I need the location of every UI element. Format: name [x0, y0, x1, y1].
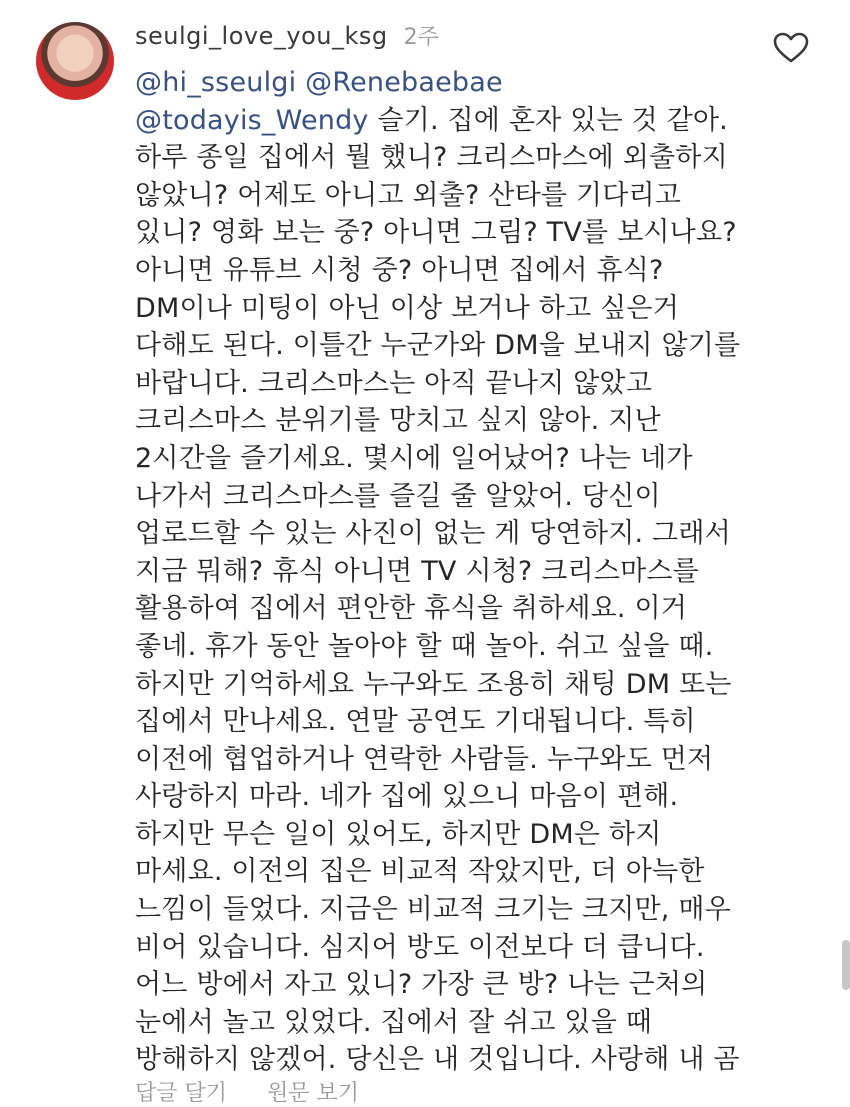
heart-outline-icon[interactable]	[773, 32, 809, 64]
comment-text-line: 하지만 기억하세요 누구와도 조용히 채팅 DM 또는	[135, 668, 732, 700]
comment-text-line: 업로드할 수 있는 사진이 없는 게 당연하지. 그래서	[135, 518, 731, 550]
comment-text-line: 하지만 무슨 일이 있어도, 하지만 DM은 하지	[135, 818, 662, 850]
comment-text-line: 이전에 협업하거나 연락한 사람들. 누구와도 먼저	[135, 743, 714, 775]
comment-lines	[135, 139, 755, 1079]
comment-text-line: 사랑하지 마라. 네가 집에 있으니 마음이 편해.	[135, 781, 679, 813]
comment-text-line: 활용하여 집에서 편안한 휴식을 취하세요. 이거	[135, 593, 688, 625]
comment-text-line: 어느 방에서 자고 있니? 가장 큰 방? 나는 근처의	[135, 969, 708, 1001]
scrollbar-thumb[interactable]	[842, 940, 850, 990]
avatar[interactable]	[36, 22, 114, 100]
mention-line	[135, 64, 755, 102]
username[interactable]: seulgi_love_you_ksg	[135, 22, 388, 50]
comment-text-line: 크리스마스 분위기를 망치고 싶지 않아. 지난	[135, 405, 661, 437]
comment-time: 2주	[403, 25, 439, 50]
comment-text-line: 느낌이 들었다. 지금은 비교적 크기는 크지만, 매우	[135, 894, 731, 926]
comment-text-line: 다해도 된다. 이틀간 누군가와 DM을 보내지 않기를	[135, 330, 741, 362]
mention-link[interactable]: @Renebaebae	[305, 67, 503, 98]
comment-text-line: 나가서 크리스마스를 즐길 줄 알았어. 당신이	[135, 480, 661, 512]
comment-text-line: 바랍니다. 크리스마스는 아직 끝나지 않았고	[135, 367, 652, 399]
comment-text-line: 방해하지 않겠어. 당신은 내 것입니다. 사랑해 내 곰	[135, 1044, 740, 1076]
comment-text-line: 좋네. 휴가 동안 놀아야 할 때 놀아. 쉬고 싶을 때.	[135, 630, 714, 662]
comment-text: 슬기. 집에 혼자 있는 것 같아.	[368, 104, 728, 136]
comment-text-line: 눈에서 놀고 있었다. 집에서 잘 쉬고 있을 때	[135, 1006, 653, 1038]
mention-link[interactable]: @todayis_Wendy	[135, 104, 369, 136]
comment-text-line: 마세요. 이전의 집은 비교적 작았지만, 더 아늑한	[135, 856, 705, 888]
comment-text-line: 2시간을 즐기세요. 몇시에 일어났어? 나는 네가	[135, 442, 693, 474]
comment-text-line: 않았니? 어제도 아니고 외출? 산타를 기다리고	[135, 179, 682, 211]
comment-header	[135, 20, 439, 56]
comment-text-line: 지금 뭐해? 휴식 아니면 TV 시청? 크리스마스를	[135, 555, 699, 587]
comment-text-line: 집에서 만나세요. 연말 공연도 기대됩니다. 특히	[135, 706, 696, 738]
view-original-button[interactable]: 원문 보기	[267, 1081, 360, 1106]
reply-button[interactable]: 답글 달기	[135, 1081, 228, 1106]
comment-text-line: 하루 종일 집에서 뭘 했니? 크리스마스에 외출하지	[135, 142, 728, 174]
mention-line	[135, 102, 755, 140]
comment-text-line: 비어 있습니다. 심지어 방도 이전보다 더 큽니다.	[135, 931, 705, 963]
comment-text-line: 있니? 영화 보는 중? 아니면 그림? TV를 보시나요?	[135, 217, 737, 249]
mention-link[interactable]: @hi_sseulgi	[135, 67, 297, 98]
comment-text-line: DM이나 미팅이 아닌 이상 보거나 하고 싶은거	[135, 292, 679, 324]
comment-body	[135, 64, 755, 1079]
comment-actions	[135, 1076, 359, 1107]
comment-text-line: 아니면 유튜브 시청 중? 아니면 집에서 휴식?	[135, 254, 664, 286]
